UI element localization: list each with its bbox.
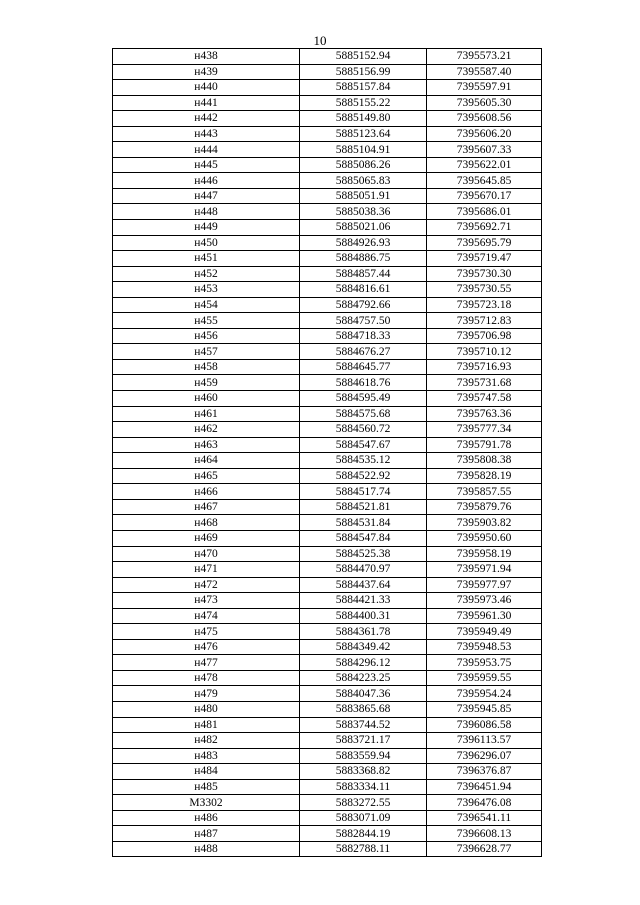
table-row [113,375,542,391]
point-id-cell: н474 [113,608,300,624]
x-coordinate-cell: 5884547.67 [300,437,427,453]
table-row [113,841,542,857]
y-coordinate-cell: 7396451.94 [427,779,542,795]
table-row [113,328,542,344]
x-coordinate-cell: 5885038.36 [300,204,427,220]
x-coordinate-cell: 5883368.82 [300,764,427,780]
x-coordinate-cell: 5883334.11 [300,779,427,795]
x-coordinate-cell: 5885104.91 [300,142,427,158]
point-id-cell: н471 [113,562,300,578]
x-coordinate-cell: 5884718.33 [300,328,427,344]
x-coordinate-cell: 5884560.72 [300,422,427,438]
point-id-cell: н457 [113,344,300,360]
table-row [113,810,542,826]
table-row [113,577,542,593]
y-coordinate-cell: 7395605.30 [427,95,542,111]
y-coordinate-cell: 7395606.20 [427,126,542,142]
point-id-cell: н450 [113,235,300,251]
table-row [113,468,542,484]
x-coordinate-cell: 5884400.31 [300,608,427,624]
coordinates-table [112,48,542,857]
y-coordinate-cell: 7395710.12 [427,344,542,360]
y-coordinate-cell: 7395959.55 [427,670,542,686]
x-coordinate-cell: 5885149.80 [300,111,427,127]
point-id-cell: н454 [113,297,300,313]
table-row [113,95,542,111]
point-id-cell: н479 [113,686,300,702]
x-coordinate-cell: 5884535.12 [300,453,427,469]
table-row [113,111,542,127]
point-id-cell: н480 [113,701,300,717]
y-coordinate-cell: 7396628.77 [427,841,542,857]
table-row [113,220,542,236]
y-coordinate-cell: 7396541.11 [427,810,542,826]
x-coordinate-cell: 5884223.25 [300,670,427,686]
point-id-cell: н476 [113,639,300,655]
y-coordinate-cell: 7396086.58 [427,717,542,733]
point-id-cell: н468 [113,515,300,531]
x-coordinate-cell: 5883071.09 [300,810,427,826]
point-id-cell: н445 [113,157,300,173]
y-coordinate-cell: 7395622.01 [427,157,542,173]
x-coordinate-cell: 5884349.42 [300,639,427,655]
y-coordinate-cell: 7395608.56 [427,111,542,127]
coordinates-table-body [113,49,542,857]
y-coordinate-cell: 7395828.19 [427,468,542,484]
x-coordinate-cell: 5885155.22 [300,95,427,111]
x-coordinate-cell: 5885157.84 [300,80,427,96]
point-id-cell: н452 [113,266,300,282]
y-coordinate-cell: 7395857.55 [427,484,542,500]
y-coordinate-cell: 7395706.98 [427,328,542,344]
point-id-cell: н443 [113,126,300,142]
point-id-cell: н469 [113,530,300,546]
y-coordinate-cell: 7396476.08 [427,795,542,811]
x-coordinate-cell: 5884792.66 [300,297,427,313]
table-row [113,655,542,671]
y-coordinate-cell: 7395686.01 [427,204,542,220]
y-coordinate-cell: 7395730.30 [427,266,542,282]
table-row [113,266,542,282]
point-id-cell: н464 [113,453,300,469]
table-row [113,701,542,717]
y-coordinate-cell: 7395730.55 [427,282,542,298]
point-id-cell: н465 [113,468,300,484]
x-coordinate-cell: 5883865.68 [300,701,427,717]
table-row [113,391,542,407]
point-id-cell: н477 [113,655,300,671]
y-coordinate-cell: 7395954.24 [427,686,542,702]
x-coordinate-cell: 5883721.17 [300,733,427,749]
point-id-cell: н488 [113,841,300,857]
table-row [113,188,542,204]
point-id-cell: н484 [113,764,300,780]
table-row [113,515,542,531]
point-id-cell: н467 [113,499,300,515]
y-coordinate-cell: 7395712.83 [427,313,542,329]
x-coordinate-cell: 5884857.44 [300,266,427,282]
point-id-cell: н440 [113,80,300,96]
x-coordinate-cell: 5884531.84 [300,515,427,531]
table-row [113,608,542,624]
table-row [113,670,542,686]
table-row [113,484,542,500]
x-coordinate-cell: 5885086.26 [300,157,427,173]
point-id-cell: н447 [113,188,300,204]
point-id-cell: н470 [113,546,300,562]
x-coordinate-cell: 5884296.12 [300,655,427,671]
point-id-cell: н449 [113,220,300,236]
table-row [113,499,542,515]
table-row [113,64,542,80]
y-coordinate-cell: 7395961.30 [427,608,542,624]
table-row [113,406,542,422]
table-row [113,686,542,702]
table-row [113,748,542,764]
x-coordinate-cell: 5884618.76 [300,375,427,391]
y-coordinate-cell: 7395903.82 [427,515,542,531]
x-coordinate-cell: 5884470.97 [300,562,427,578]
x-coordinate-cell: 5882844.19 [300,826,427,842]
point-id-cell: н462 [113,422,300,438]
x-coordinate-cell: 5884676.27 [300,344,427,360]
y-coordinate-cell: 7395945.85 [427,701,542,717]
point-id-cell: н486 [113,810,300,826]
x-coordinate-cell: 5884522.92 [300,468,427,484]
x-coordinate-cell: 5884437.64 [300,577,427,593]
table-row [113,422,542,438]
x-coordinate-cell: 5884757.50 [300,313,427,329]
table-row [113,795,542,811]
table-row [113,546,542,562]
table-row [113,344,542,360]
x-coordinate-cell: 5885021.06 [300,220,427,236]
y-coordinate-cell: 7395716.93 [427,359,542,375]
y-coordinate-cell: 7395597.91 [427,80,542,96]
x-coordinate-cell: 5883744.52 [300,717,427,733]
point-id-cell: н481 [113,717,300,733]
table-row [113,235,542,251]
y-coordinate-cell: 7395587.40 [427,64,542,80]
y-coordinate-cell: 7395950.60 [427,530,542,546]
x-coordinate-cell: 5884547.84 [300,530,427,546]
x-coordinate-cell: 5885065.83 [300,173,427,189]
x-coordinate-cell: 5885156.99 [300,64,427,80]
table-row [113,204,542,220]
table-row [113,80,542,96]
x-coordinate-cell: 5884421.33 [300,593,427,609]
table-row [113,530,542,546]
y-coordinate-cell: 7395573.21 [427,49,542,65]
point-id-cell: н439 [113,64,300,80]
y-coordinate-cell: 7395645.85 [427,173,542,189]
point-id-cell: н487 [113,826,300,842]
table-row [113,282,542,298]
x-coordinate-cell: 5884517.74 [300,484,427,500]
point-id-cell: н453 [113,282,300,298]
table-row [113,313,542,329]
table-row [113,297,542,313]
y-coordinate-cell: 7396296.07 [427,748,542,764]
y-coordinate-cell: 7395949.49 [427,624,542,640]
point-id-cell: н460 [113,391,300,407]
point-id-cell: н482 [113,733,300,749]
y-coordinate-cell: 7396113.57 [427,733,542,749]
point-id-cell: МЗ302 [113,795,300,811]
x-coordinate-cell: 5882788.11 [300,841,427,857]
table-row [113,733,542,749]
x-coordinate-cell: 5884816.61 [300,282,427,298]
point-id-cell: н441 [113,95,300,111]
table-row [113,779,542,795]
x-coordinate-cell: 5884361.78 [300,624,427,640]
table-row [113,593,542,609]
x-coordinate-cell: 5883559.94 [300,748,427,764]
table-row [113,126,542,142]
y-coordinate-cell: 7395958.19 [427,546,542,562]
y-coordinate-cell: 7395607.33 [427,142,542,158]
x-coordinate-cell: 5885123.64 [300,126,427,142]
x-coordinate-cell: 5884525.38 [300,546,427,562]
point-id-cell: н478 [113,670,300,686]
y-coordinate-cell: 7395723.18 [427,297,542,313]
y-coordinate-cell: 7395808.38 [427,453,542,469]
x-coordinate-cell: 5885152.94 [300,49,427,65]
point-id-cell: н466 [113,484,300,500]
y-coordinate-cell: 7395670.17 [427,188,542,204]
x-coordinate-cell: 5884886.75 [300,251,427,267]
point-id-cell: н448 [113,204,300,220]
x-coordinate-cell: 5884926.93 [300,235,427,251]
table-row [113,717,542,733]
point-id-cell: н461 [113,406,300,422]
x-coordinate-cell: 5885051.91 [300,188,427,204]
x-coordinate-cell: 5884521.81 [300,499,427,515]
table-row [113,453,542,469]
point-id-cell: н473 [113,593,300,609]
point-id-cell: н463 [113,437,300,453]
point-id-cell: н456 [113,328,300,344]
y-coordinate-cell: 7396376.87 [427,764,542,780]
y-coordinate-cell: 7395777.34 [427,422,542,438]
point-id-cell: н438 [113,49,300,65]
point-id-cell: н446 [113,173,300,189]
page-number: 10 [313,33,327,48]
y-coordinate-cell: 7395953.75 [427,655,542,671]
x-coordinate-cell: 5884047.36 [300,686,427,702]
table-row [113,764,542,780]
table-row [113,49,542,65]
y-coordinate-cell: 7395977.97 [427,577,542,593]
y-coordinate-cell: 7395695.79 [427,235,542,251]
y-coordinate-cell: 7396608.13 [427,826,542,842]
table-row [113,251,542,267]
table-row [113,173,542,189]
point-id-cell: н459 [113,375,300,391]
y-coordinate-cell: 7395971.94 [427,562,542,578]
x-coordinate-cell: 5884575.68 [300,406,427,422]
point-id-cell: н444 [113,142,300,158]
table-row [113,437,542,453]
point-id-cell: н472 [113,577,300,593]
point-id-cell: н451 [113,251,300,267]
x-coordinate-cell: 5884595.49 [300,391,427,407]
table-row [113,157,542,173]
table-row [113,142,542,158]
y-coordinate-cell: 7395948.53 [427,639,542,655]
table-row [113,639,542,655]
y-coordinate-cell: 7395747.58 [427,391,542,407]
table-row [113,826,542,842]
x-coordinate-cell: 5883272.55 [300,795,427,811]
y-coordinate-cell: 7395791.78 [427,437,542,453]
y-coordinate-cell: 7395973.46 [427,593,542,609]
point-id-cell: н483 [113,748,300,764]
table-row [113,359,542,375]
point-id-cell: н475 [113,624,300,640]
table-row [113,562,542,578]
y-coordinate-cell: 7395731.68 [427,375,542,391]
y-coordinate-cell: 7395879.76 [427,499,542,515]
point-id-cell: н442 [113,111,300,127]
point-id-cell: н485 [113,779,300,795]
table-row [113,624,542,640]
y-coordinate-cell: 7395719.47 [427,251,542,267]
y-coordinate-cell: 7395692.71 [427,220,542,236]
x-coordinate-cell: 5884645.77 [300,359,427,375]
point-id-cell: н458 [113,359,300,375]
point-id-cell: н455 [113,313,300,329]
y-coordinate-cell: 7395763.36 [427,406,542,422]
